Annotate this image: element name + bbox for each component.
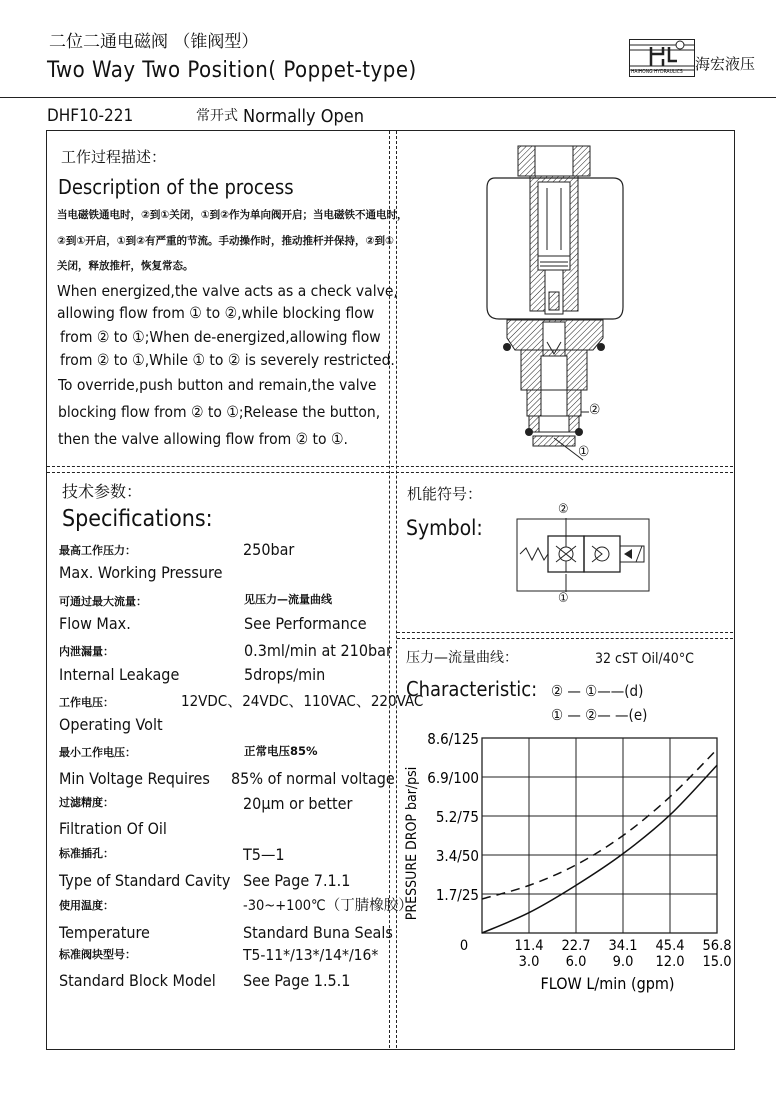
specs-title-en: Specifications: [62, 506, 213, 532]
description-en-line-7: then the valve allowing flow from ② to ①. [58, 430, 348, 448]
spec-value2-temperature: Standard Buna Seals [243, 923, 393, 942]
mode-cn: 常开式 [196, 108, 238, 124]
hydraulic-symbol [516, 518, 650, 592]
section-port-1: ① [578, 444, 590, 460]
valve-cross-section-icon [485, 142, 625, 462]
spec-value-min-volt: 正常电压85% [244, 744, 318, 758]
divider-h-1 [47, 466, 733, 467]
characteristic-title-en: Characteristic: [406, 677, 538, 701]
pressure-flow-chart [396, 720, 732, 1010]
spec-value-volt: 12VDC、24VDC、110VAC、220VAC [181, 692, 424, 710]
spec-value-temperature: -30~+100℃（丁腈橡胶） [243, 898, 413, 914]
description-en-line-5: To override,push button and remain,the valve [58, 376, 377, 394]
spec-value-block: T5-11*/13*/14*/16* [243, 946, 379, 964]
spec-value2-cavity: See Page 7.1.1 [243, 871, 351, 890]
spec-value-max-pressure: 250bar [243, 540, 295, 559]
mode-en: Normally Open [243, 106, 365, 127]
brand-small: HAIHONG HYDRAULICS [631, 69, 683, 75]
x-tick-label-gpm: 6.0 [565, 954, 587, 970]
solenoid-valve-symbol-icon [516, 518, 650, 592]
y-axis-label: PRESSURE DROP bar/psi [404, 766, 420, 921]
chart-svg [396, 720, 732, 1010]
description-cn-line-3: 关闭，释放推杆，恢复常态。 [57, 260, 194, 272]
spec-cn-block: 标准阀块型号： [59, 948, 136, 961]
spec-en-filtration: Filtration Of Oil [59, 819, 167, 838]
spec-value-flow: 见压力—流量曲线 [244, 593, 332, 606]
brand-cn: 海宏液压 [695, 55, 756, 73]
spec-value2-leakage: 5drops/min [244, 665, 326, 684]
x-tick-label: 45.4 [655, 938, 685, 954]
divider-h-4 [397, 638, 733, 639]
title-cn: 二位二通电磁阀 （锥阀型） [49, 32, 259, 52]
description-en-line-1: When energized,the valve acts as a check valve, [57, 282, 398, 300]
spec-cn-temperature: 使用温度： [59, 899, 114, 912]
spec-en-leakage: Internal Leakage [59, 665, 180, 684]
x-tick-label-gpm: 12.0 [655, 954, 685, 970]
x-tick-label: 0 [459, 938, 469, 954]
series-line-e [482, 749, 717, 899]
x-tick-label: 34.1 [608, 938, 638, 954]
spec-en-volt: Operating Volt [59, 715, 163, 734]
model-number: DHF10-221 [47, 106, 134, 126]
spec-cn-min-volt: 最小工作电压： [59, 746, 136, 759]
x-axis-label: FLOW L/min (gpm) [540, 974, 675, 993]
divider-h-2 [47, 472, 733, 473]
brand-logo [629, 39, 695, 77]
spec-cn-leakage: 内泄漏量： [59, 645, 114, 658]
description-en-line-3: from ② to ①;When de-energized,allowing flow [60, 328, 381, 346]
x-tick-label-gpm: 9.0 [612, 954, 634, 970]
divider-h-3 [397, 632, 733, 633]
y-tick-label: 3.4/50 [435, 847, 479, 865]
description-cn-line-2: ②到①开启，①到②有严重的节流。手动操作时，推动推杆并保持，②到① [57, 235, 394, 247]
spec-value-cavity: T5—1 [243, 845, 285, 864]
characteristic-oil: 32 cST Oil/40°C [595, 651, 694, 667]
characteristic-title-cn: 压力—流量曲线： [406, 650, 518, 666]
title-en: Two Way Two Position( Poppet-type) [47, 58, 417, 83]
spec-value2-min-volt: 85% of normal voltage [231, 769, 395, 788]
section-port-2: ② [589, 402, 601, 418]
header-rule [0, 97, 776, 98]
spec-en-min-volt: Min Voltage Requires [59, 769, 210, 788]
spec-cn-volt: 工作电压： [59, 696, 114, 709]
spec-en-temperature: Temperature [59, 923, 150, 942]
specs-title-cn: 技术参数： [62, 482, 143, 501]
description-title-cn: 工作过程描述： [61, 148, 167, 166]
spec-en-flow: Flow Max. [59, 614, 131, 633]
symbol-title-en: Symbol: [406, 516, 483, 540]
spec-value2-flow: See Performance [244, 614, 367, 633]
description-title-en: Description of the process [58, 175, 294, 199]
legend-d: ② — ①——(d) [551, 682, 644, 700]
y-tick-label: 8.6/125 [427, 730, 479, 748]
spec-value2-block: See Page 1.5.1 [243, 971, 351, 990]
y-tick-label: 5.2/75 [435, 808, 479, 826]
spec-value-leakage: 0.3ml/min at 210bar [244, 641, 392, 660]
series-line-d [482, 765, 717, 933]
plot-frame [482, 738, 717, 933]
description-en-line-6: blocking flow from ② to ①;Release the button, [58, 403, 381, 421]
x-tick-label: 56.8 [702, 938, 732, 954]
description-cn-line-1: 当电磁铁通电时，②到①关闭，①到②作为单向阀开启；当电磁铁不通电时， [57, 209, 408, 221]
x-tick-label: 11.4 [514, 938, 544, 954]
spec-cn-filtration: 过滤精度： [59, 796, 114, 809]
spec-en-cavity: Type of Standard Cavity [59, 871, 231, 890]
spec-en-block: Standard Block Model [59, 971, 216, 990]
spec-cn-flow: 可通过最大流量： [59, 595, 147, 608]
spec-en-max-pressure: Max. Working Pressure [59, 563, 223, 582]
x-tick-label: 22.7 [561, 938, 591, 954]
legend-e: ① — ②— —(e) [551, 706, 648, 724]
valve-section-drawing [485, 142, 625, 462]
symbol-port-2: ② [558, 502, 569, 517]
spec-cn-cavity: 标准插孔： [59, 847, 114, 860]
description-en-line-4: from ② to ①,While ① to ② is severely restricted. [60, 351, 395, 369]
y-tick-label: 1.7/25 [435, 886, 479, 904]
symbol-title-cn: 机能符号： [407, 485, 483, 503]
x-tick-label-gpm: 3.0 [518, 954, 540, 970]
spec-value-filtration: 20μm or better [243, 794, 353, 813]
y-tick-label: 6.9/100 [427, 769, 479, 787]
symbol-port-1: ① [558, 591, 569, 606]
description-en-line-2: allowing flow from ① to ②,while blocking flow [57, 304, 375, 322]
spec-cn-max-pressure: 最高工作压力： [59, 544, 136, 557]
x-tick-label-gpm: 15.0 [702, 954, 732, 970]
